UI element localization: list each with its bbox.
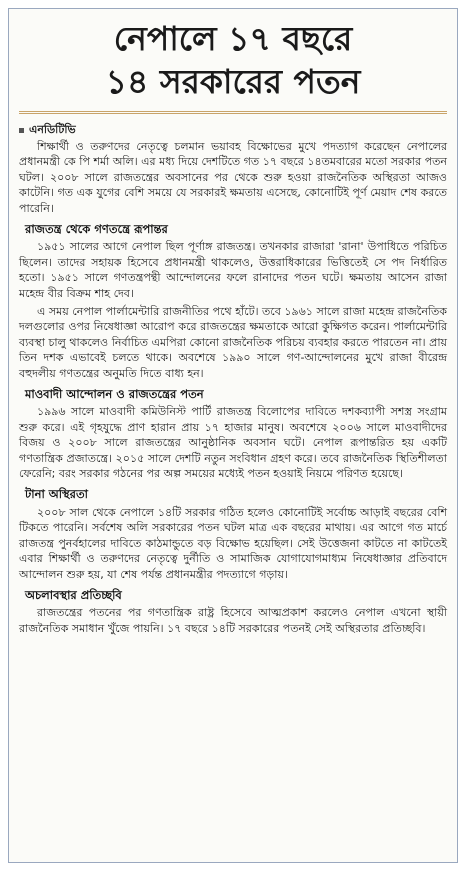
news-article xyxy=(8,8,458,863)
paragraph: ১৯৯৬ সালে মাওবাদী কমিউনিস্ট পার্টি রাজতন্ত্র বিলোপের দাবিতে দশকব্যাপী সশস্ত্র সংগ্রাম শুরু করে। এই গৃহযুদ্ধে প্রাণ হারান প্রায় ১৭ হাজার মানুষ। অবশেষে ২০০৬ সালে মাওবাদীদের বিজয় ও ২০০৮ সালে রাজতন্ত্রের আনুষ্ঠানিক অবসান ঘটে। নেপাল রূপান্তরিত হয় একটি গণতান্ত্রিক প্রজাতন্ত্রে। ২০১৫ সালে দেশটি নতুন সংবিধান গ্রহণ করে। তবে রাজনৈতিক স্থিতিশীলতা ফেরেনি; বরং সরকার গঠনের পর অল্প সময়ের মধ্যেই পতন হওয়াই নিয়মে পরিণত হয়েছে। xyxy=(19,405,447,481)
paragraph: ২০০৮ সাল থেকে নেপালে ১৪টি সরকার গঠিত হলেও কোনোটিই সর্বোচ্চ আড়াই বছরের বেশি টিকতে পারেনি। সর্বশেষ অলি সরকারের পতন ঘটল মাত্র এক বছরের মাথায়। এর আগে গত মার্চে রাজতন্ত্র পুনর্বহালের দাবিতে কাঠমান্ডুতে বড় বিক্ষোভ হয়েছিল। সেই উত্তেজনা কাটতে না কাটতেই এবার শিক্ষার্থী ও তরুণদের নেতৃত্বে দুর্নীতি ও সামাজিক যোগাযোগমাধ্যম নিষেধাজ্ঞার প্রতিবাদে আন্দোলন শুরু হয়, যা শেষ পর্যন্ত প্রধানমন্ত্রীর পদত্যাগে গড়ায়। xyxy=(19,505,447,582)
paragraph: এ সময় নেপাল পার্লামেন্টারি রাজনীতির পথে হাঁটে। তবে ১৯৬১ সালে রাজা মহেন্দ্র রাজনৈতিক দলগুলোর ওপর নিষেধাজ্ঞা আরোপ করে রাজতন্ত্রের ক্ষমতাকে আরো কুক্ষিগত করেন। পার্লামেন্টারি ব্যবস্থা চালু থাকলেও নির্বাচিত এমপিরা কোনো রাজনৈতিক পরিচয় ব্যবহার করতে পারতেন না। প্রায় তিন দশক এভাবেই চলতে থাকে। অবশেষে ১৯৯০ সালে গণ-আন্দোলনের মুখে রাজা বীরেন্দ্র বহুদলীয় গণতন্ত্রের অনুমতি দিতে বাধ্য হন। xyxy=(19,304,447,380)
article-body xyxy=(9,114,457,636)
square-bullet-icon xyxy=(19,128,24,133)
lead-paragraph: শিক্ষার্থী ও তরুণদের নেতৃত্বে চলমান ভয়াবহ বিক্ষোভের মুখে পদত্যাগ করেছেন নেপালের প্রধানমন্ত্রী কে পি শর্মা অলি। এর মধ্য দিয়ে দেশটিতে গত ১৭ বছরে ১৪তমবারের মতো সরকার পতন ঘটল। ২০০৮ সালে রাজতন্ত্রের অবসানের পর থেকে শুরু হওয়া রাজনৈতিক অস্থিরতা আজও কাটেনি। গত এক যুগের বেশি সময়ে যে সরকারই ক্ষমতায় এসেছে, কোনোটিই পূর্ণ মেয়াদ শেষ করতে পারেনি। xyxy=(19,139,447,215)
paragraph: ১৯৫১ সালের আগে নেপাল ছিল পূর্ণাঙ্গ রাজতন্ত্র। তখনকার রাজারা 'রানা' উপাধিতে পরিচিত ছিলেন। তাদের সহায়ক হিসেবে প্রধানমন্ত্রী থাকলেও, উত্তরাধিকারের ভিত্তিতেই সে পদ নির্ধারিত হতো। ১৯৫১ সালে গণতন্ত্রপন্থী আন্দোলনের ফলে রানাদের পতন ঘটে। ক্ষমতায় আসেন রাজা মহেন্দ্র বীর বিক্রম শাহ দেব। xyxy=(19,240,447,300)
subhead-continuous-instability: টানা অস্থিরতা xyxy=(25,487,88,502)
headline xyxy=(9,9,457,103)
subhead-maoist-movement: মাওবাদী আন্দোলন ও রাজতন্ত্রের পতন xyxy=(25,386,204,401)
byline-source: এনডিটিভি xyxy=(29,123,76,136)
subhead-monarchy-to-democracy: রাজতন্ত্র থেকে গণতন্ত্রে রূপান্তর xyxy=(25,221,168,236)
byline xyxy=(19,122,447,138)
headline-line-1: নেপালে ১৭ বছরে xyxy=(113,19,353,58)
paragraph: রাজতন্ত্রের পতনের পর গণতান্ত্রিক রাষ্ট্র হিসেবে আত্মপ্রকাশ করলেও নেপাল এখনো স্থায়ী রাজনৈতিক সমাধান খুঁজে পায়নি। ১৭ বছরে ১৪টি সরকারের পতনই সেই অস্থিরতার প্রতিচ্ছবি। xyxy=(19,606,447,635)
subhead-deadlock-reflection: অচলাবস্থার প্রতিচ্ছবি xyxy=(25,587,122,602)
headline-line-2: ১৪ সরকারের পতন xyxy=(105,62,361,101)
